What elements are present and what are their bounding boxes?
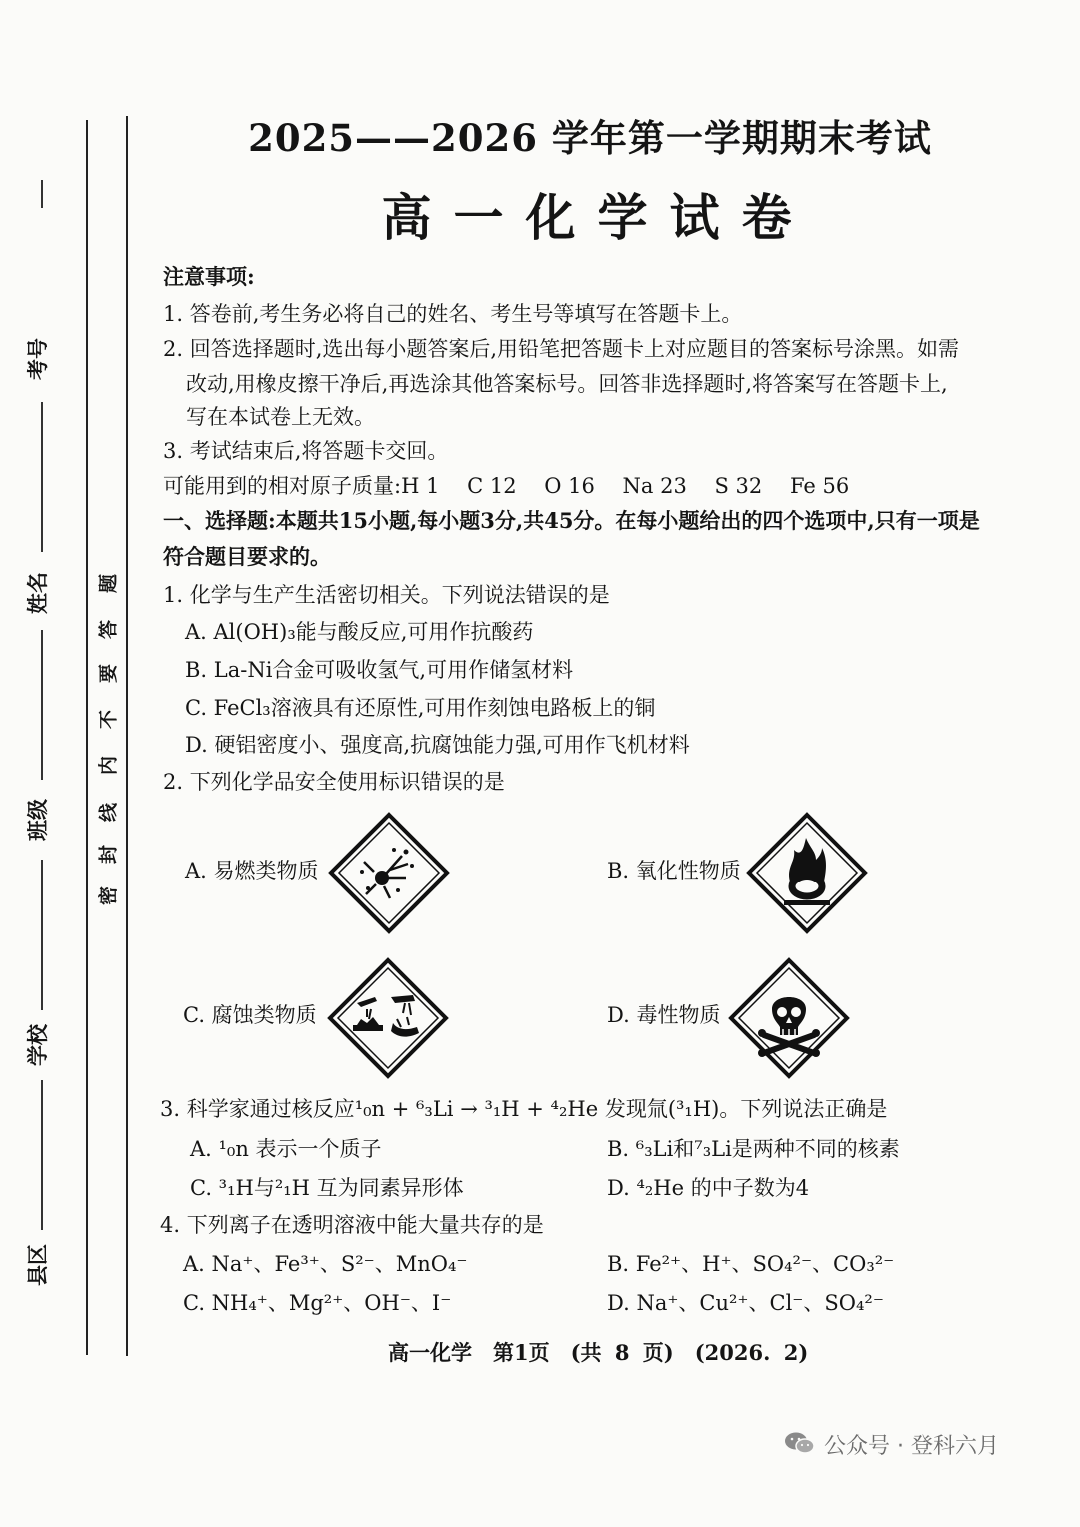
seal-char: 内 <box>97 756 120 776</box>
section-heading-cont: 符合题目要求的。 <box>163 544 331 569</box>
margin-line-outer <box>86 120 88 1355</box>
option-b: B. La-Ni合金可吸收氢气,可用作储氢材料 <box>185 658 574 682</box>
note-line: 1. 答卷前,考生务必将自己的姓名、考生号等填写在答题卡上。 <box>163 302 743 326</box>
option-d: D. ⁴₂He 的中子数为4 <box>607 1176 810 1200</box>
option-a: A. Na⁺、Fe³⁺、S²⁻、MnO₄⁻ <box>183 1252 468 1276</box>
page-footer: 高一化学 第1页 (共 8 页) (2026. 2) <box>388 1340 809 1365</box>
school-label: 学校 <box>25 1024 50 1066</box>
seal-char: 要 <box>97 664 120 684</box>
watermark-text: 公众号 · 登科六月 <box>824 1434 999 1459</box>
exam-number-label: 考号 <box>25 338 50 380</box>
corrosive-sign-icon <box>327 957 449 1079</box>
section-heading: 一、选择题:本题共15小题,每小题3分,共45分。在每小题给出的四个选项中,只有一项是 <box>163 508 980 533</box>
question-stem: 3. 科学家通过核反应¹₀n + ⁶₃Li → ³₁H + ⁴₂He 发现氚(³₁H)。下列说法正确是 <box>160 1097 888 1121</box>
option-a: A. 易燃类物质 <box>185 859 319 883</box>
question-stem: 1. 化学与生产生活密切相关。下列说法错误的是 <box>163 583 610 607</box>
name-label: 姓名 <box>25 572 50 614</box>
option-d: D. 硬铝密度小、强度高,抗腐蚀能力强,可用作飞机材料 <box>185 733 690 757</box>
note-line: 3. 考试结束后,将答题卡交回。 <box>163 439 449 463</box>
seal-char: 密 <box>97 886 120 906</box>
seal-char: 封 <box>97 845 120 865</box>
note-line: 改动,用橡皮擦干净后,再选涂其他答案标号。回答非选择题时,将答案写在答题卡上, <box>186 372 948 396</box>
explosive-hazard-sign-icon <box>328 812 450 934</box>
wechat-icon <box>784 1431 816 1455</box>
question-stem: 2. 下列化学品安全使用标识错误的是 <box>163 770 505 794</box>
atomic-masses: 可能用到的相对原子质量:H 1 C 12 O 16 Na 23 S 32 Fe 56 <box>163 474 850 498</box>
option-d: D. Na⁺、Cu²⁺、Cl⁻、SO₄²⁻ <box>607 1291 884 1315</box>
option-c: C. ³₁H与²₁H 互为同素异形体 <box>190 1176 464 1200</box>
note-line: 2. 回答选择题时,选出每小题答案后,用铅笔把答题卡上对应题目的答案标号涂黑。如需 <box>163 337 960 361</box>
county-label: 县区 <box>25 1244 50 1286</box>
name-blank <box>41 630 43 780</box>
note-line: 写在本试卷上无效。 <box>186 405 375 429</box>
seal-char: 题 <box>97 574 120 594</box>
margin-line-inner <box>126 116 128 1356</box>
option-c: C. 腐蚀类物质 <box>183 1003 317 1027</box>
seal-char: 答 <box>97 620 120 640</box>
option-c: C. FeCl₃溶液具有还原性,可用作刻蚀电路板上的铜 <box>185 696 656 720</box>
class-label: 班级 <box>25 799 50 841</box>
option-a: A. Al(OH)₃能与酸反应,可用作抗酸药 <box>185 620 534 644</box>
option-b: B. 氧化性物质 <box>607 859 741 883</box>
option-b: B. ⁶₃Li和⁷₃Li是两种不同的核素 <box>607 1137 900 1161</box>
question-stem: 4. 下列离子在透明溶液中能大量共存的是 <box>160 1213 544 1237</box>
seal-char: 不 <box>97 710 120 730</box>
toxic-skull-sign-icon <box>728 957 850 1079</box>
option-b: B. Fe²⁺、H⁺、SO₄²⁻、CO₃²⁻ <box>607 1252 895 1276</box>
class-blank <box>41 860 43 1010</box>
exam-number-blank-lower <box>41 402 43 552</box>
oxidizer-sign-icon <box>746 812 868 934</box>
exam-title: 2025——2026 学年第一学期期末考试 <box>248 116 932 160</box>
school-blank <box>41 1080 43 1230</box>
option-d: D. 毒性物质 <box>607 1003 721 1027</box>
option-a: A. ¹₀n 表示一个质子 <box>190 1137 382 1161</box>
option-c: C. NH₄⁺、Mg²⁺、OH⁻、I⁻ <box>183 1291 452 1315</box>
paper-title: 高一化学试卷 <box>381 188 814 247</box>
notes-heading: 注意事项: <box>163 264 255 289</box>
seal-char: 线 <box>97 803 120 823</box>
